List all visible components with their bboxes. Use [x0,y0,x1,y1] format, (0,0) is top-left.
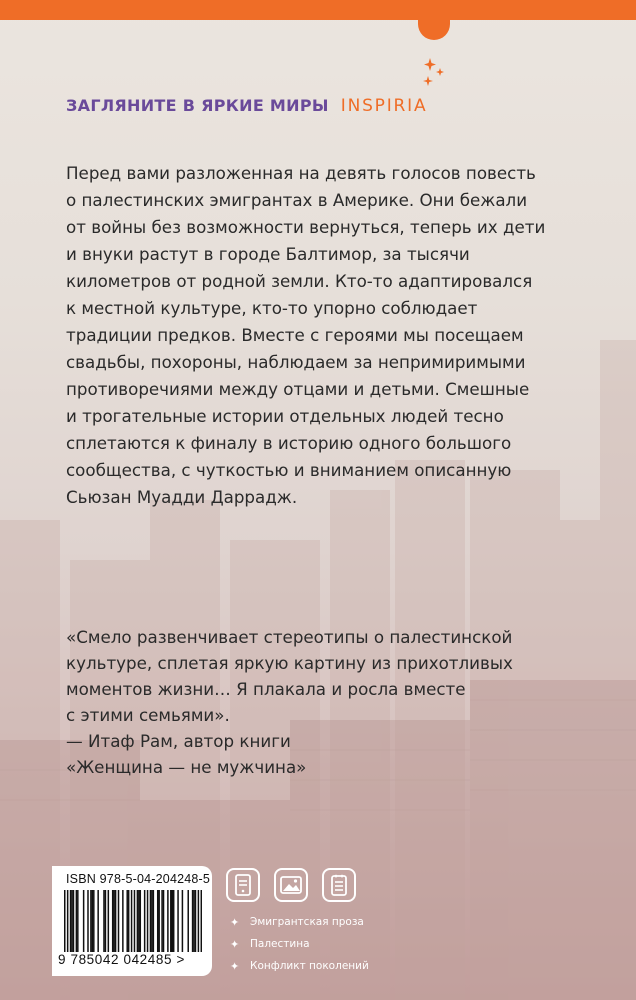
description-line: к местной культуре, кто-то упорно соблюдает [66,298,478,318]
barcode-bar [118,890,120,952]
series-title: ЗАГЛЯНИТЕ В ЯРКИЕ МИРЫ [66,96,329,115]
barcode-bar [195,890,197,952]
barcode-bar [201,890,202,952]
description-line: километров от родной земли. Кто-то адаптировался [66,271,533,291]
barcode-bar [76,890,78,952]
series-header [66,96,427,116]
barcode-bar [73,890,75,952]
barcode-bar [140,890,142,952]
barcode-bar [115,890,117,952]
brand-logo-text: INSPIRIA [340,96,428,116]
isbn-barcode-box [52,866,212,976]
barcode-bar [77,890,79,952]
isbn-label: ISBN 978-5-04-204248-5 [66,872,211,886]
quote-line: культуре, сплетая яркую картину из прихотливых [66,653,513,673]
review-quote [66,624,576,728]
format-icons [226,868,356,902]
barcode-bar [90,890,92,952]
barcode-bar [157,890,159,952]
sparkle-icon: ✦ [230,937,240,951]
description-line: традиции предков. Вместе с героями мы посещаем [66,325,524,345]
barcode-bar [131,890,133,952]
description-line: свадьбы, похороны, наблюдаем за непримиримыми [66,352,526,372]
barcode-bar [67,890,69,952]
barcode-bar [171,890,173,952]
barcode-bar [137,890,139,952]
description-line: Сьюзан Муадди Даррадж. [66,487,298,507]
barcode-bar [70,890,72,952]
tag-item [230,956,369,976]
barcode-bar [158,890,160,952]
barcode-bar [126,890,128,952]
tag-item [230,934,369,954]
barcode-bar [87,890,89,952]
barcode-bar [173,890,175,952]
tag-label: Эмигрантская проза [250,916,364,928]
barcode-bar [182,890,184,952]
quote-line: с этими семьями». [66,705,230,725]
ebook-icon [226,868,260,902]
barcode-digits: 9 785042 042485 > [58,952,185,967]
barcode-bar [122,890,124,952]
barcode-bar [151,890,153,952]
tag-item [230,912,369,932]
barcode-bar [93,890,95,952]
barcode-bar [113,890,115,952]
barcode-bar [193,890,195,952]
quote-line: моментов жизни… Я плакала и росла вместе [66,679,466,699]
barcode-bar [167,890,169,952]
attribution-line: — Итаф Рам, автор книги [66,731,291,751]
barcode-bar [163,890,165,952]
barcode-bar [134,890,136,952]
barcode-bar [105,890,107,952]
barcode-bar [153,890,155,952]
barcode-bar [187,890,189,952]
attribution-line: «Женщина — не мужчина» [66,757,307,777]
barcode-bar [147,890,149,952]
sparkles-icon [420,56,448,92]
barcode-bar [170,890,172,952]
sparkle-icon: ✦ [230,959,240,973]
tag-label: Палестина [250,938,310,950]
tag-label: Конфликт поколений [250,960,369,972]
barcode-bar [198,890,200,952]
sparkle-icon: ✦ [230,915,240,929]
barcode-bar [97,890,99,952]
description-line: и внуки растут в городе Балтимор, за тысячи [66,244,470,264]
description-line: Перед вами разложенная на девять голосов повесть [66,163,536,183]
description-line: и трогательные истории отдельных людей тесно [66,406,504,426]
barcode [64,890,202,956]
barcode-bar [64,890,66,952]
description-line: от войны без возможности вернуться, теперь их дети [66,217,546,237]
barcode-bar [161,890,163,952]
document-icon [322,868,356,902]
barcode-bar [128,890,130,952]
quote-line: «Смело развенчивает стереотипы о палестинской [66,627,513,647]
barcode-bar [177,890,179,952]
quote-attribution [66,728,576,780]
image-icon [274,868,308,902]
barcode-bar [103,890,105,952]
barcode-bar [108,890,110,952]
barcode-bar [83,890,85,952]
barcode-bar [92,890,94,952]
barcode-bar [150,890,152,952]
barcode-bar [138,890,140,952]
description-line: противоречиями между отцами и детьми. Смешные [66,379,530,399]
description-line: сплетаются к финалу в историю одного большого [66,433,512,453]
barcode-bar [144,890,146,952]
barcode-bar [192,890,194,952]
barcode-bar [71,890,73,952]
genre-tags [230,912,369,978]
description-line: о палестинских эмигрантах в Америке. Они бежали [66,190,528,210]
book-description [66,160,576,511]
description-line: сообщества, с чуткостью и вниманием описанную [66,460,512,480]
barcode-bar [112,890,114,952]
